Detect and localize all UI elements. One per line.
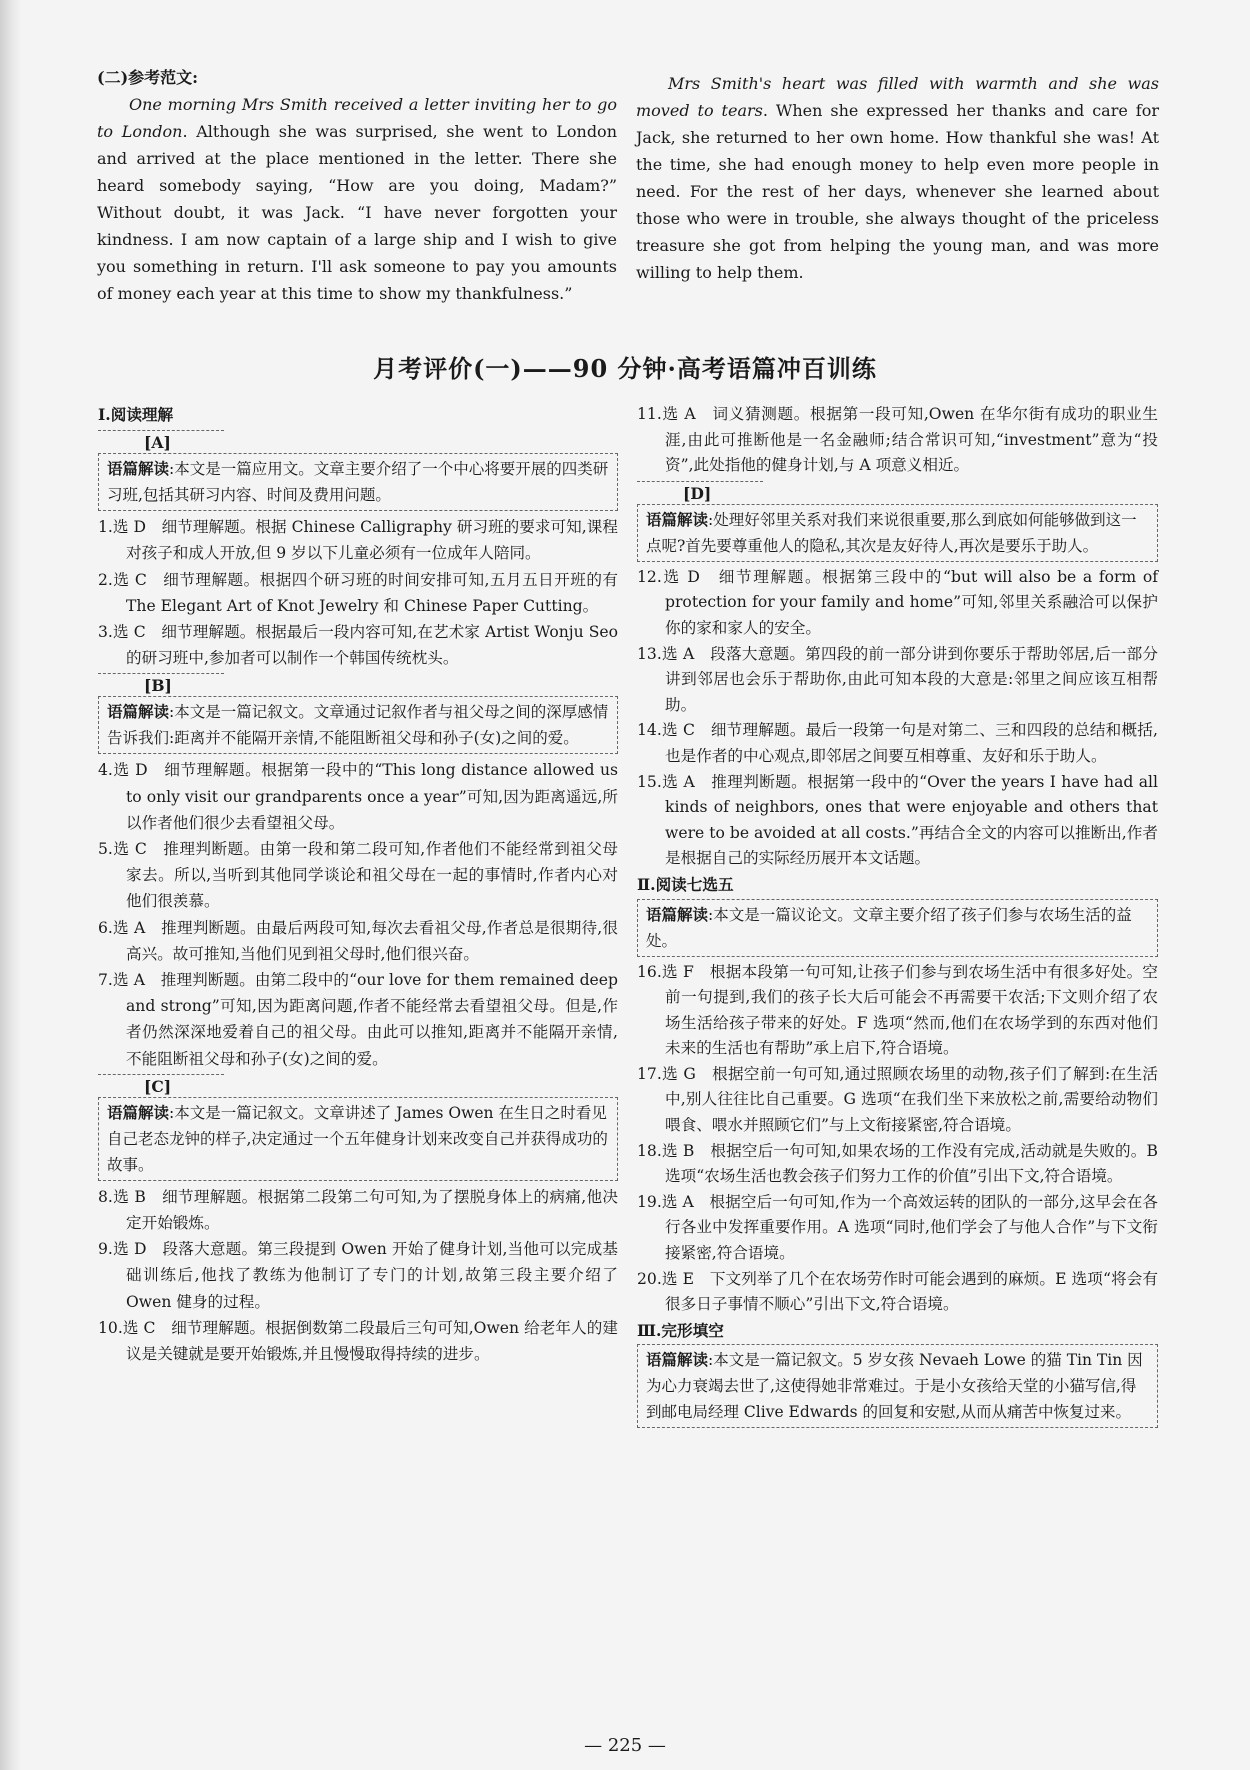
answer-17: 17.选 G 根据空前一句可知,通过照顾农场里的动物,孩子们了解到:在生活中,别人往往比自己重要。G 选项“在我们坐下来放松之前,需要给动物们喂食、喂水并照顾它们”与上文衔接紧密,符合语境。	[637, 1064, 1158, 1135]
analysis-text: :本文是一篇应用文。文章主要介绍了一个中心将要开展的四类研习班,包括其研习内容、时间及费用问题。	[107, 460, 609, 505]
analysis-label: 语篇解读	[646, 1350, 709, 1370]
answer-7: 7.选 A 推理判断题。由第二段中的“our love for them remained deep and strong”可知,因为距离问题,作者不能经常去看望祖父母。但是,作者仍然深深地爱着自己的祖父母。由此可以推知,距离并不能隔开亲情,不能阻断祖父母和孙子(女)之间的爱。	[98, 971, 618, 1068]
analysis-text: :本文是一篇记叙文。文章讲述了 James Owen 在生日之时看见自己老态龙钟的样子,决定通过一个五年健身计划来改变自己并获得成功的故事。	[107, 1103, 608, 1174]
answer-15: 15.选 A 推理判断题。根据第一段中的“Over the years I have had all kinds of neighbors, ones that were enjoyable and others that were to be avoided at all costs.”再结合全文的内容可以推断出,作者是根据自己的实际经历展开本文话题。	[637, 772, 1158, 868]
analysis-label: 语篇解读	[107, 702, 170, 722]
answer-14: 14.选 C 细节理解题。最后一段第一句是对第二、三和四段的总结和概括,也是作者的中心观点,即邻居之间要互相尊重、友好和乐于助人。	[637, 721, 1158, 765]
analysis-label: 语篇解读	[646, 509, 709, 529]
analysis-box-c	[98, 1097, 618, 1181]
left-column	[98, 402, 618, 1367]
analysis-label: 语篇解读	[646, 904, 709, 924]
section-seven-choose-five: Ⅱ.阅读七选五	[637, 874, 734, 894]
analysis-box-d	[637, 504, 1158, 562]
passage-tag-b: [B]	[98, 673, 224, 696]
essay-p2-rest: . When she expressed her thanks and care for Jack, she returned to her own home. How thankful she was! At the time, she had enough money to help even more people in need. For the rest of her days, whenever she learned about those who were in trouble, she always thought of the priceless treasure she got from helping the young man, and was more willing to help them.	[636, 101, 1159, 282]
answer-20: 20.选 E 下文列举了几个在农场劳作时可能会遇到的麻烦。E 选项“将会有很多日子事情不顺心”引出下文,符合语境。	[637, 1269, 1158, 1314]
answer-4: 4.选 D 细节理解题。根据第一段中的“This long distance allowed us to only visit our grandparents once a year”可知,因为距离遥远,所以作者他们很少去看望祖父母。	[98, 761, 618, 832]
essay-heading: (二)参考范文:	[97, 68, 199, 87]
answer-3: 3.选 C 细节理解题。根据最后一段内容可知,在艺术家 Artist Wonju Seo 的研习班中,参加者可以制作一个韩国传统枕头。	[98, 623, 618, 668]
answer-6: 6.选 A 推理判断题。由最后两段可知,每次去看祖父母,作者总是很期待,很高兴。故可推知,当他们见到祖父母时,他们很兴奋。	[98, 918, 618, 963]
answer-9: 9.选 D 段落大意题。第三段提到 Owen 开始了健身计划,当他可以完成基础训练后,他找了教练为他制订了专门的计划,故第三段主要介绍了 Owen 健身的过程。	[98, 1240, 618, 1311]
answer-13: 13.选 A 段落大意题。第四段的前一部分讲到你要乐于帮助邻居,后一部分讲到邻居也会乐于帮助你,由此可知本段的大意是:邻里之间应该互相帮助。	[637, 644, 1158, 714]
right-column	[637, 402, 1158, 1431]
passage-tag-d: [D]	[637, 481, 763, 504]
analysis-box-f	[637, 1344, 1158, 1428]
essay-right	[636, 70, 1159, 286]
page-edge-shadow	[0, 0, 22, 1770]
essay-p1-rest: . Although she was surprised, she went to London and arrived at the place mentioned in the letter. There she heard somebody saying, “How are you doing, Madam?” Without doubt, it was Jack. “I have never forgotten your kindness. I am now captain of a large ship and I wish to give you something in return. I'll ask someone to pay you amounts of money each year at this time to show my thankfulness.”	[97, 122, 617, 303]
answer-10: 10.选 C 细节理解题。根据倒数第二段最后三句可知,Owen 给老年人的建议是关键就是要开始锻炼,并且慢慢取得持续的进步。	[98, 1318, 618, 1364]
answer-16: 16.选 F 根据本段第一句可知,让孩子们参与到农场生活中有很多好处。空前一句提到,我们的孩子长大后可能会不再需要干农活;下文则介绍了农场生活给孩子带来的好处。F 选项“然而,他们在农场学到的东西对他们未来的生活也有帮助”承上启下,符合语境。	[637, 962, 1158, 1058]
section-cloze: Ⅲ.完形填空	[637, 1320, 724, 1340]
answer-19: 19.选 A 根据空后一句可知,作为一个高效运转的团队的一部分,这早会在各行各业中发挥重要作用。A 选项“同时,他们学会了与他人合作”与下文衔接紧密,符合语境。	[637, 1192, 1158, 1263]
essay-paragraph-2	[636, 70, 1159, 286]
answer-11: 11.选 A 词义猜测题。根据第一段可知,Owen 在华尔街有成功的职业生涯,由此可推断他是一名金融师;结合常识可知,“investment”意为“投资”,此处指他的健身计划,与 A 项意义相近。	[637, 405, 1158, 475]
analysis-text: :本文是一篇记叙文。文章通过记叙作者与祖父母之间的深厚感情告诉我们:距离并不能隔开亲情,不能阻断祖父母和孙子(女)之间的爱。	[107, 703, 609, 748]
answer-5: 5.选 C 推理判断题。由第一段和第二段可知,作者他们不能经常到祖父母家去。所以,当听到其他同学谈论和祖父母在一起的事情时,作者内心对他们很羡慕。	[98, 840, 618, 911]
essay-paragraph-1	[97, 91, 617, 307]
analysis-box-e	[637, 899, 1158, 957]
section-reading-comprehension: Ⅰ.阅读理解	[98, 405, 174, 424]
answer-2: 2.选 C 细节理解题。根据四个研习班的时间安排可知,五月五日开班的有 The Elegant Art of Knot Jewelry 和 Chinese Paper Cutting。	[98, 570, 618, 615]
analysis-box-b	[98, 696, 618, 754]
essay-p2-italic: Mrs Smith's heart was filled with warmth and she was moved to tears	[636, 74, 1159, 120]
answer-12: 12.选 D 细节理解题。根据第三段中的“but will also be a form of protection for your family and home”可知,邻里关系融洽可以保护你的家和家人的安全。	[637, 567, 1158, 637]
page-number: — 225 —	[584, 1735, 666, 1756]
analysis-text: :本文是一篇议论文。文章主要介绍了孩子们参与农场生活的益处。	[646, 905, 1132, 950]
section-title: 月考评价(一)——90 分钟·高考语篇冲百训练	[373, 354, 877, 383]
analysis-text: :处理好邻里关系对我们来说很重要,那么到底如何能够做到这一点呢?首先要尊重他人的隐私,其次是友好待人,再次是要乐于助人。	[646, 510, 1137, 555]
essay-left	[97, 64, 617, 307]
essay-p1-italic: One morning Mrs Smith received a letter inviting her to go to London	[97, 95, 617, 141]
analysis-box-a	[98, 453, 618, 511]
answer-8: 8.选 B 细节理解题。根据第二段第二句可知,为了摆脱身体上的病痛,他决定开始锻炼。	[98, 1187, 618, 1233]
analysis-text: :本文是一篇记叙文。5 岁女孩 Nevaeh Lowe 的猫 Tin Tin 因为心力衰竭去世了,这使得她非常难过。于是小女孩给天堂的小猫写信,得到邮电局经理 Clive Edwards 的回复和安慰,从而从痛苦中恢复过来。	[646, 1351, 1143, 1422]
analysis-label: 语篇解读	[107, 1102, 170, 1122]
passage-tag-a: [A]	[98, 430, 224, 453]
analysis-label: 语篇解读	[107, 459, 170, 479]
answer-1: 1.选 D 细节理解题。根据 Chinese Calligraphy 研习班的要求可知,课程对孩子和成人开放,但 9 岁以下儿童必须有一位成年人陪同。	[98, 518, 618, 563]
passage-tag-c: [C]	[98, 1074, 224, 1097]
answer-18: 18.选 B 根据空后一句可知,如果农场的工作没有完成,活动就是失败的。B 选项“农场生活也教会孩子们努力工作的价值”引出下文,符合语境。	[637, 1141, 1158, 1186]
